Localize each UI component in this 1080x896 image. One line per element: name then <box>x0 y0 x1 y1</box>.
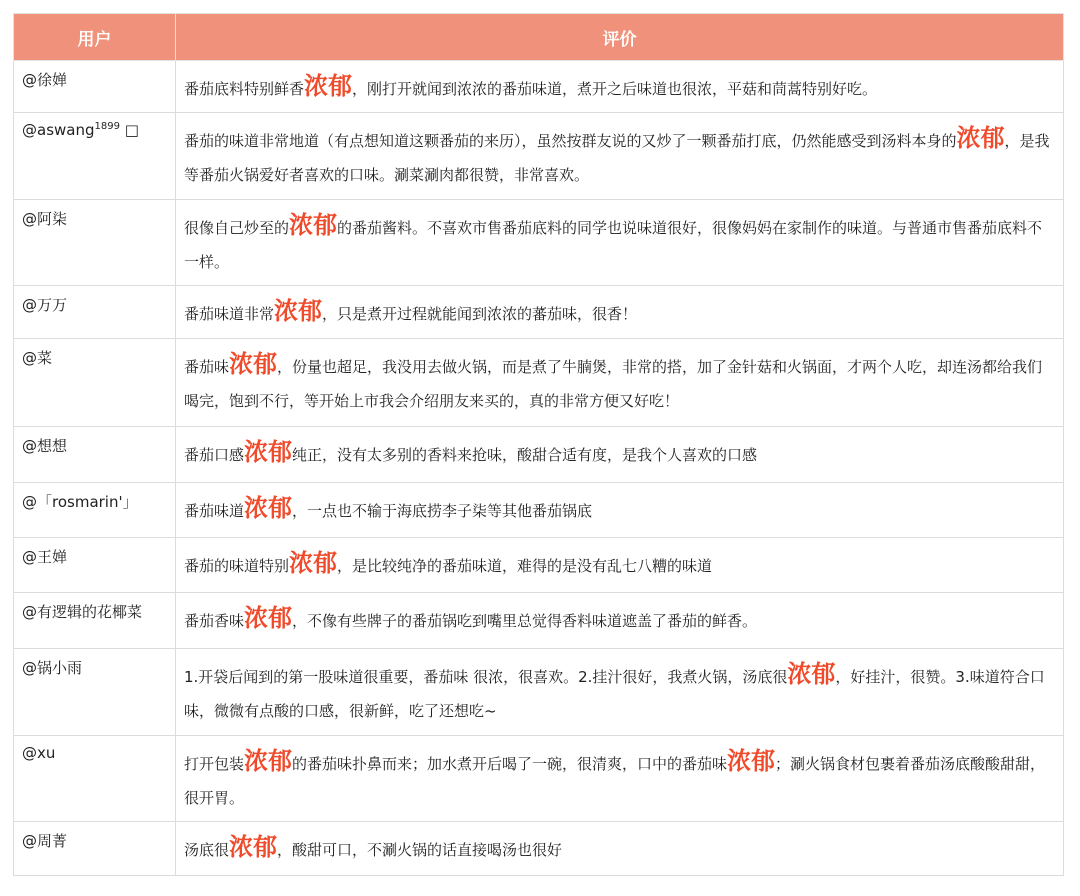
review-cell: 番茄味道非常浓郁，只是煮开过程就能闻到浓浓的蕃茄味，很香！ <box>176 286 1064 339</box>
review-cell: 番茄底料特别鲜香浓郁，刚打开就闻到浓浓的番茄味道，煮开之后味道也很浓，平菇和茼蒿特别好吃。 <box>176 61 1064 113</box>
table-row <box>14 593 1064 649</box>
review-cell: 番茄味浓郁，份量也超足，我没用去做火锅，而是煮了牛腩煲，非常的搭，加了金针菇和火锅面，才两个人吃，却连汤都给我们喝完，饱到不行，等开始上市我会介绍朋友来买的，真的非常方便又好吃！ <box>176 339 1064 427</box>
user-cell: @万万 <box>14 286 176 339</box>
user-cell: @王婵 <box>14 538 176 593</box>
table-row <box>14 538 1064 593</box>
header-user: 用户 <box>14 14 176 61</box>
user-cell: @徐婵 <box>14 61 176 113</box>
header-review: 评价 <box>176 14 1064 61</box>
table-row <box>14 113 1064 200</box>
user-cell: @xu <box>14 736 176 822</box>
user-cell: @锅小雨 <box>14 649 176 736</box>
highlight-keyword: 浓郁 <box>787 660 836 688</box>
review-cell: 番茄的味道特别浓郁，是比较纯净的番茄味道，难得的是没有乱七八糟的味道 <box>176 538 1064 593</box>
highlight-keyword: 浓郁 <box>244 747 293 775</box>
table-row <box>14 822 1064 876</box>
highlight-keyword: 浓郁 <box>244 604 293 632</box>
user-cell: @aswang$^{1899}$ □ <box>14 113 176 200</box>
review-cell: 番茄的味道非常地道（有点想知道这颗番茄的来历），虽然按群友说的又炒了一颗番茄打底，仍然能感受到汤料本身的浓郁，是我等番茄火锅爱好者喜欢的口味。涮菜涮肉都很赞，非常喜欢。 <box>176 113 1064 200</box>
user-cell: @想想 <box>14 427 176 483</box>
highlight-keyword: 浓郁 <box>229 350 278 378</box>
table-row <box>14 200 1064 286</box>
review-cell: 1.开袋后闻到的第一股味道很重要，番茄味 很浓，很喜欢。2.挂汁很好，我煮火锅，汤底很浓郁，好挂汁，很赞。3.味道符合口味，微微有点酸的口感，很新鲜，吃了还想吃~ <box>176 649 1064 736</box>
highlight-keyword: 浓郁 <box>289 549 338 577</box>
review-cell: 汤底很浓郁，酸甜可口，不涮火锅的话直接喝汤也很好 <box>176 822 1064 876</box>
user-cell: @周菁 <box>14 822 176 876</box>
table-row <box>14 736 1064 822</box>
review-cell: 打开包装浓郁的番茄味扑鼻而来；加水煮开后喝了一碗，很清爽，口中的番茄味浓郁；涮火锅食材包裹着番茄汤底酸酸甜甜，很开胃。 <box>176 736 1064 822</box>
highlight-keyword: 浓郁 <box>229 833 278 861</box>
highlight-keyword: 浓郁 <box>274 297 323 325</box>
review-cell: 番茄味道浓郁，一点也不输于海底捞李子柒等其他番茄锅底 <box>176 483 1064 538</box>
table-row <box>14 427 1064 483</box>
highlight-keyword: 浓郁 <box>956 124 1005 152</box>
table-row <box>14 339 1064 427</box>
user-cell: @菜 <box>14 339 176 427</box>
review-table <box>13 13 1064 876</box>
header-row <box>14 14 1064 61</box>
review-cell: 很像自己炒至的浓郁的番茄酱料。不喜欢市售番茄底料的同学也说味道很好，很像妈妈在家制作的味道。与普通市售番茄底料不一样。 <box>176 200 1064 286</box>
review-table-container <box>13 13 1063 876</box>
highlight-keyword: 浓郁 <box>244 438 293 466</box>
table-row <box>14 483 1064 538</box>
highlight-keyword: 浓郁 <box>244 494 293 522</box>
highlight-keyword: 浓郁 <box>727 747 776 775</box>
user-cell: @有逻辑的花椰菜 <box>14 593 176 649</box>
user-cell: @阿柒 <box>14 200 176 286</box>
table-row <box>14 61 1064 113</box>
review-cell: 番茄口感浓郁纯正，没有太多别的香料来抢味，酸甜合适有度，是我个人喜欢的口感 <box>176 427 1064 483</box>
highlight-keyword: 浓郁 <box>289 211 338 239</box>
review-cell: 番茄香味浓郁，不像有些牌子的番茄锅吃到嘴里总觉得香料味道遮盖了番茄的鲜香。 <box>176 593 1064 649</box>
highlight-keyword: 浓郁 <box>304 72 353 100</box>
table-row <box>14 286 1064 339</box>
table-row <box>14 649 1064 736</box>
user-cell: @「rosmarin'」 <box>14 483 176 538</box>
